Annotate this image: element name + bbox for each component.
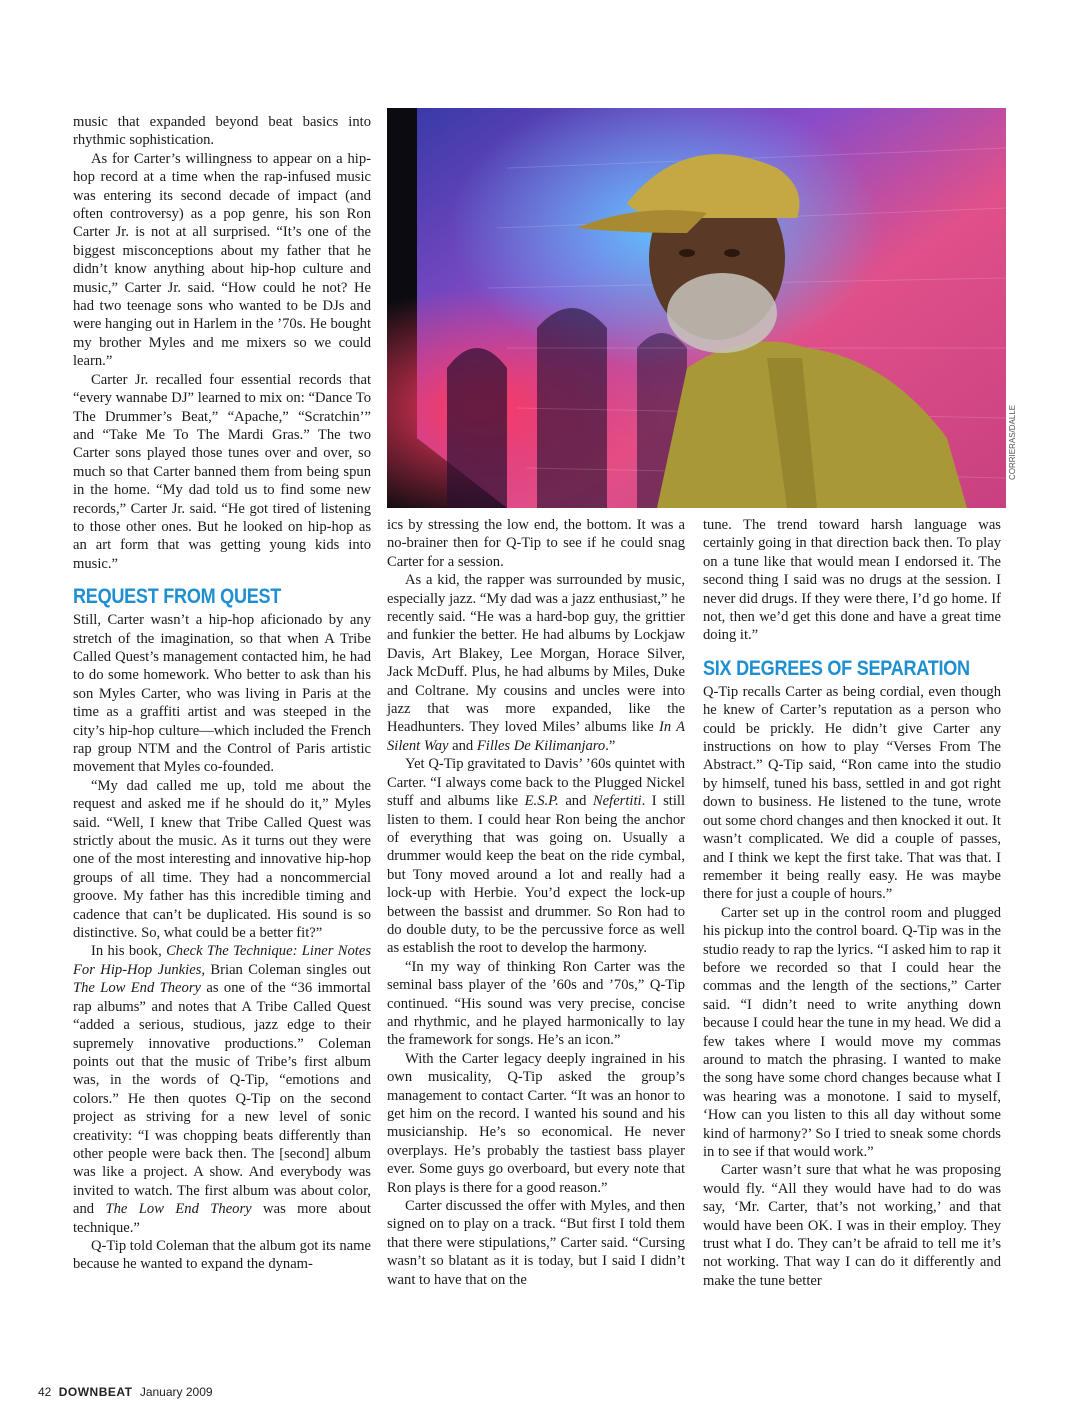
portrait-photo (387, 108, 1006, 508)
portrait-photo-icon (387, 108, 1006, 508)
paragraph: Still, Carter wasn’t a hip-hop aficionado by any stretch of the imagination, so that when A Tribe Called Quest’s management contacted him, he had to do some homework. Who better to ask than his son Myles Carter, who was living in Paris at the time as a graffiti artist and was steeped in the city’s hip-hop culture—which included the French rap group NTM and the Control of Paris artistic movement that Myles co-founded. (73, 612, 371, 776)
article-column-1 (73, 113, 371, 1274)
paragraph: Q-Tip recalls Carter as being cordial, even though he knew of Carter’s reputation as a person who could be prickly. He didn’t give Carter any instructions on how to play “Verses From The Abstract.” Q-Tip said, “Ron came into the studio by himself, tuned his bass, settled in and got right down to business. He listened to the tune, wrote out some chord changes and then knocked it out. It wasn’t complicated. We did a couple of passes, and I think we kept the first take. That was that. I remember it being really easy. He was maybe there for just a couple of hours.” (703, 683, 1001, 903)
text-span: Yet Q-Tip gravitated to Davis’ ’60s quintet with Carter. “I always come back to the Plugged Nickel stuff and albums like (387, 756, 685, 810)
text-span: as one of the “36 immortal rap albums” and notes that A Tribe Called Quest “added a serious, studious, jazz edge to their supremely innovative productions.” Coleman points out that the music of Tribe’s first album was, in the words of Q-Tip, “emotions and colors.” He then quotes Q-Tip on the second project as striving for a new level of sonic creativity: “I was chopping beats differently than other people were back then. The [second] album was like a project. A show. And everybody was invited to watch. The first album was about color, and (73, 980, 371, 1218)
paragraph: ics by stressing the low end, the bottom. It was a no-brainer then for Q-Tip to see if he could snag Carter for a session. (387, 517, 685, 570)
text-span: was more about technique.” (73, 1201, 371, 1236)
text-span: In his book, (91, 943, 167, 960)
article-column-3 (703, 516, 1001, 1290)
album-title: Filles De Kilimanjaro (476, 737, 606, 754)
photo-credit: CORRIERAS/DALLE (1008, 404, 1017, 480)
page-footer (38, 1385, 213, 1399)
magazine-name: DOWNBEAT (58, 1385, 133, 1399)
paragraph: Carter wasn’t sure that what he was proposing would fly. “All they would have had to do was say, ‘Mr. Carter, that’s not working,’ and that would have been OK. I was in their employ. They trust what I do. They can’t be afraid to tell me it’s not working. That way I can do it differently and make the tune better (703, 1162, 1001, 1289)
paragraph: “My dad called me up, told me about the request and asked me if he should do it,” Myles said. “Well, I knew that Tribe Called Quest was strictly about the music. As it turns out they were one of the most interesting and innovative hip-hop groups of all time. They had a noncommercial groove. My father has this incredible timing and cadence that can’t be duplicated. His sound is so distinctive. So, what could be a better fit?” (73, 777, 371, 942)
text-span: As a kid, the rapper was surrounded by music, especially jazz. “My dad was a jazz enthusiast,” he recently said. “He was a hard-bop guy, the grittier and funkier the better. He had albums by Lockjaw Davis, Art Blakey, Lee Morgan, Horace Silver, Jack McDuff. Plus, he had albums by Miles, Duke and Coltrane. My cousins and uncles were into jazz that was more expanded, like the Headhunters. They loved Miles’ albums like (387, 572, 685, 736)
book-title: Check The Technique: Liner Notes For Hip-Hop Junkies, (73, 943, 372, 978)
text-span: and (558, 793, 593, 810)
section-heading: SIX DEGREES OF SEPARATION (703, 656, 970, 680)
paragraph (73, 942, 371, 1237)
paragraph: As for Carter’s willingness to appear on a hip-hop record at a time when the rap-infused music was entering its second decade of impact (and often controversy) as a pop genre, his son Ron Carter Jr. is not at all surprised. “It’s one of the biggest misconceptions about my father that he didn’t know anything about hip-hop culture and music,” Carter Jr. said. “How could he not? He had two teenage sons who wanted to be DJs and were hanging out in Harlem in the ’70s. He bought my brother Myles and me mixers so we could learn.” (73, 150, 371, 370)
paragraph: Q-Tip told Coleman that the album got its name because he wanted to expand the dynam- (73, 1237, 371, 1273)
text-span: .” (605, 737, 616, 754)
album-title: Nefertiti (592, 793, 642, 810)
issue-date: January 2009 (139, 1385, 213, 1399)
section-heading: REQUEST FROM QUEST (73, 585, 282, 609)
album-title: In A Silent Way (387, 719, 685, 754)
text-span: and (448, 737, 477, 754)
article-column-2 (387, 516, 685, 1289)
album-title: E.S.P. (524, 793, 559, 810)
text-span: Brian Coleman singles out (205, 961, 371, 978)
paragraph: music that expanded beyond beat basics into rhythmic sophistication. (73, 114, 371, 149)
paragraph: With the Carter legacy deeply ingrained in his own musicality, Q-Tip asked the group’s management to contact Carter. “It was an honor to get him on the record. I wanted his sound and his musicianship. He’s so economical. He never overplays. He’s probably the tastiest bass player ever. Some guys go overboard, but every note that Ron plays is there for a good reason.” (387, 1050, 685, 1196)
paragraph: tune. The trend toward harsh language was certainly going in that direction back then. To play on a tune like that would mean I endorsed it. The second thing I said was no drugs at the session. I never did drugs. If they were there, I’d go home. If not, then we’d get this done and have a great time doing it.” (703, 517, 1001, 644)
text-span: . I still listen to them. I could hear Ron being the anchor of everything that was going on. Usually a drummer would keep the beat on the ride cymbal, but Tony moved around a lot and really had a lock-up with Herbie. You’d expect the lock-up between the bassist and drummer. So Ron had to do double duty, to be the percussive force as well as establish the root to develop the harmony. (387, 793, 685, 957)
paragraph (387, 755, 685, 957)
paragraph: Carter Jr. recalled four essential records that “every wannabe DJ” learned to mix on: “Dance To The Drummer’s Beat,” “Apache,” “Scratchin’” and “Take Me To The Mardi Gras.” The two Carter sons played those tunes over and over, so much so that Carter banned them from being spun in the home. “My dad told us to find some new records,” Carter Jr. said. “He got tired of listening to those other ones. But he looked on hip-hop as an art form that was getting young kids into music.” (73, 371, 371, 572)
page-number: 42 (38, 1385, 52, 1399)
paragraph: Carter set up in the control room and plugged his pickup into the control board. Q-Tip was in the studio ready to rap the lyrics. “I asked him to rap it before we recorded so that I could hear the commas and the length of the sections,” Carter said. “I didn’t need to write anything down because I could hear the tune in my head. We did a few takes where I would move my commas around to match the phrasing. I wanted to make the song have some chord changes because what I was hearing was a monotone. I said to myself, ‘How can you listen to this all day without some kind of harmony?’ So I tried to sneak some chords in to see if that would work.” (703, 904, 1001, 1160)
paragraph (387, 571, 685, 755)
album-title: The Low End Theory (73, 980, 201, 997)
album-title: The Low End Theory (105, 1201, 252, 1218)
paragraph: “In my way of thinking Ron Carter was the seminal bass player of the ’60s and ’70s,” Q-Tip continued. “His sound was very precise, concise and rhythmic, and he played harmonically to lay the framework for songs. He’s an icon.” (387, 958, 685, 1049)
paragraph: Carter discussed the offer with Myles, and then signed on to play on a track. “But first I told them that there were stipulations,” Carter said. “Cursing wasn’t so blatant as it is today, but I said I didn’t want to have that on the (387, 1198, 685, 1288)
